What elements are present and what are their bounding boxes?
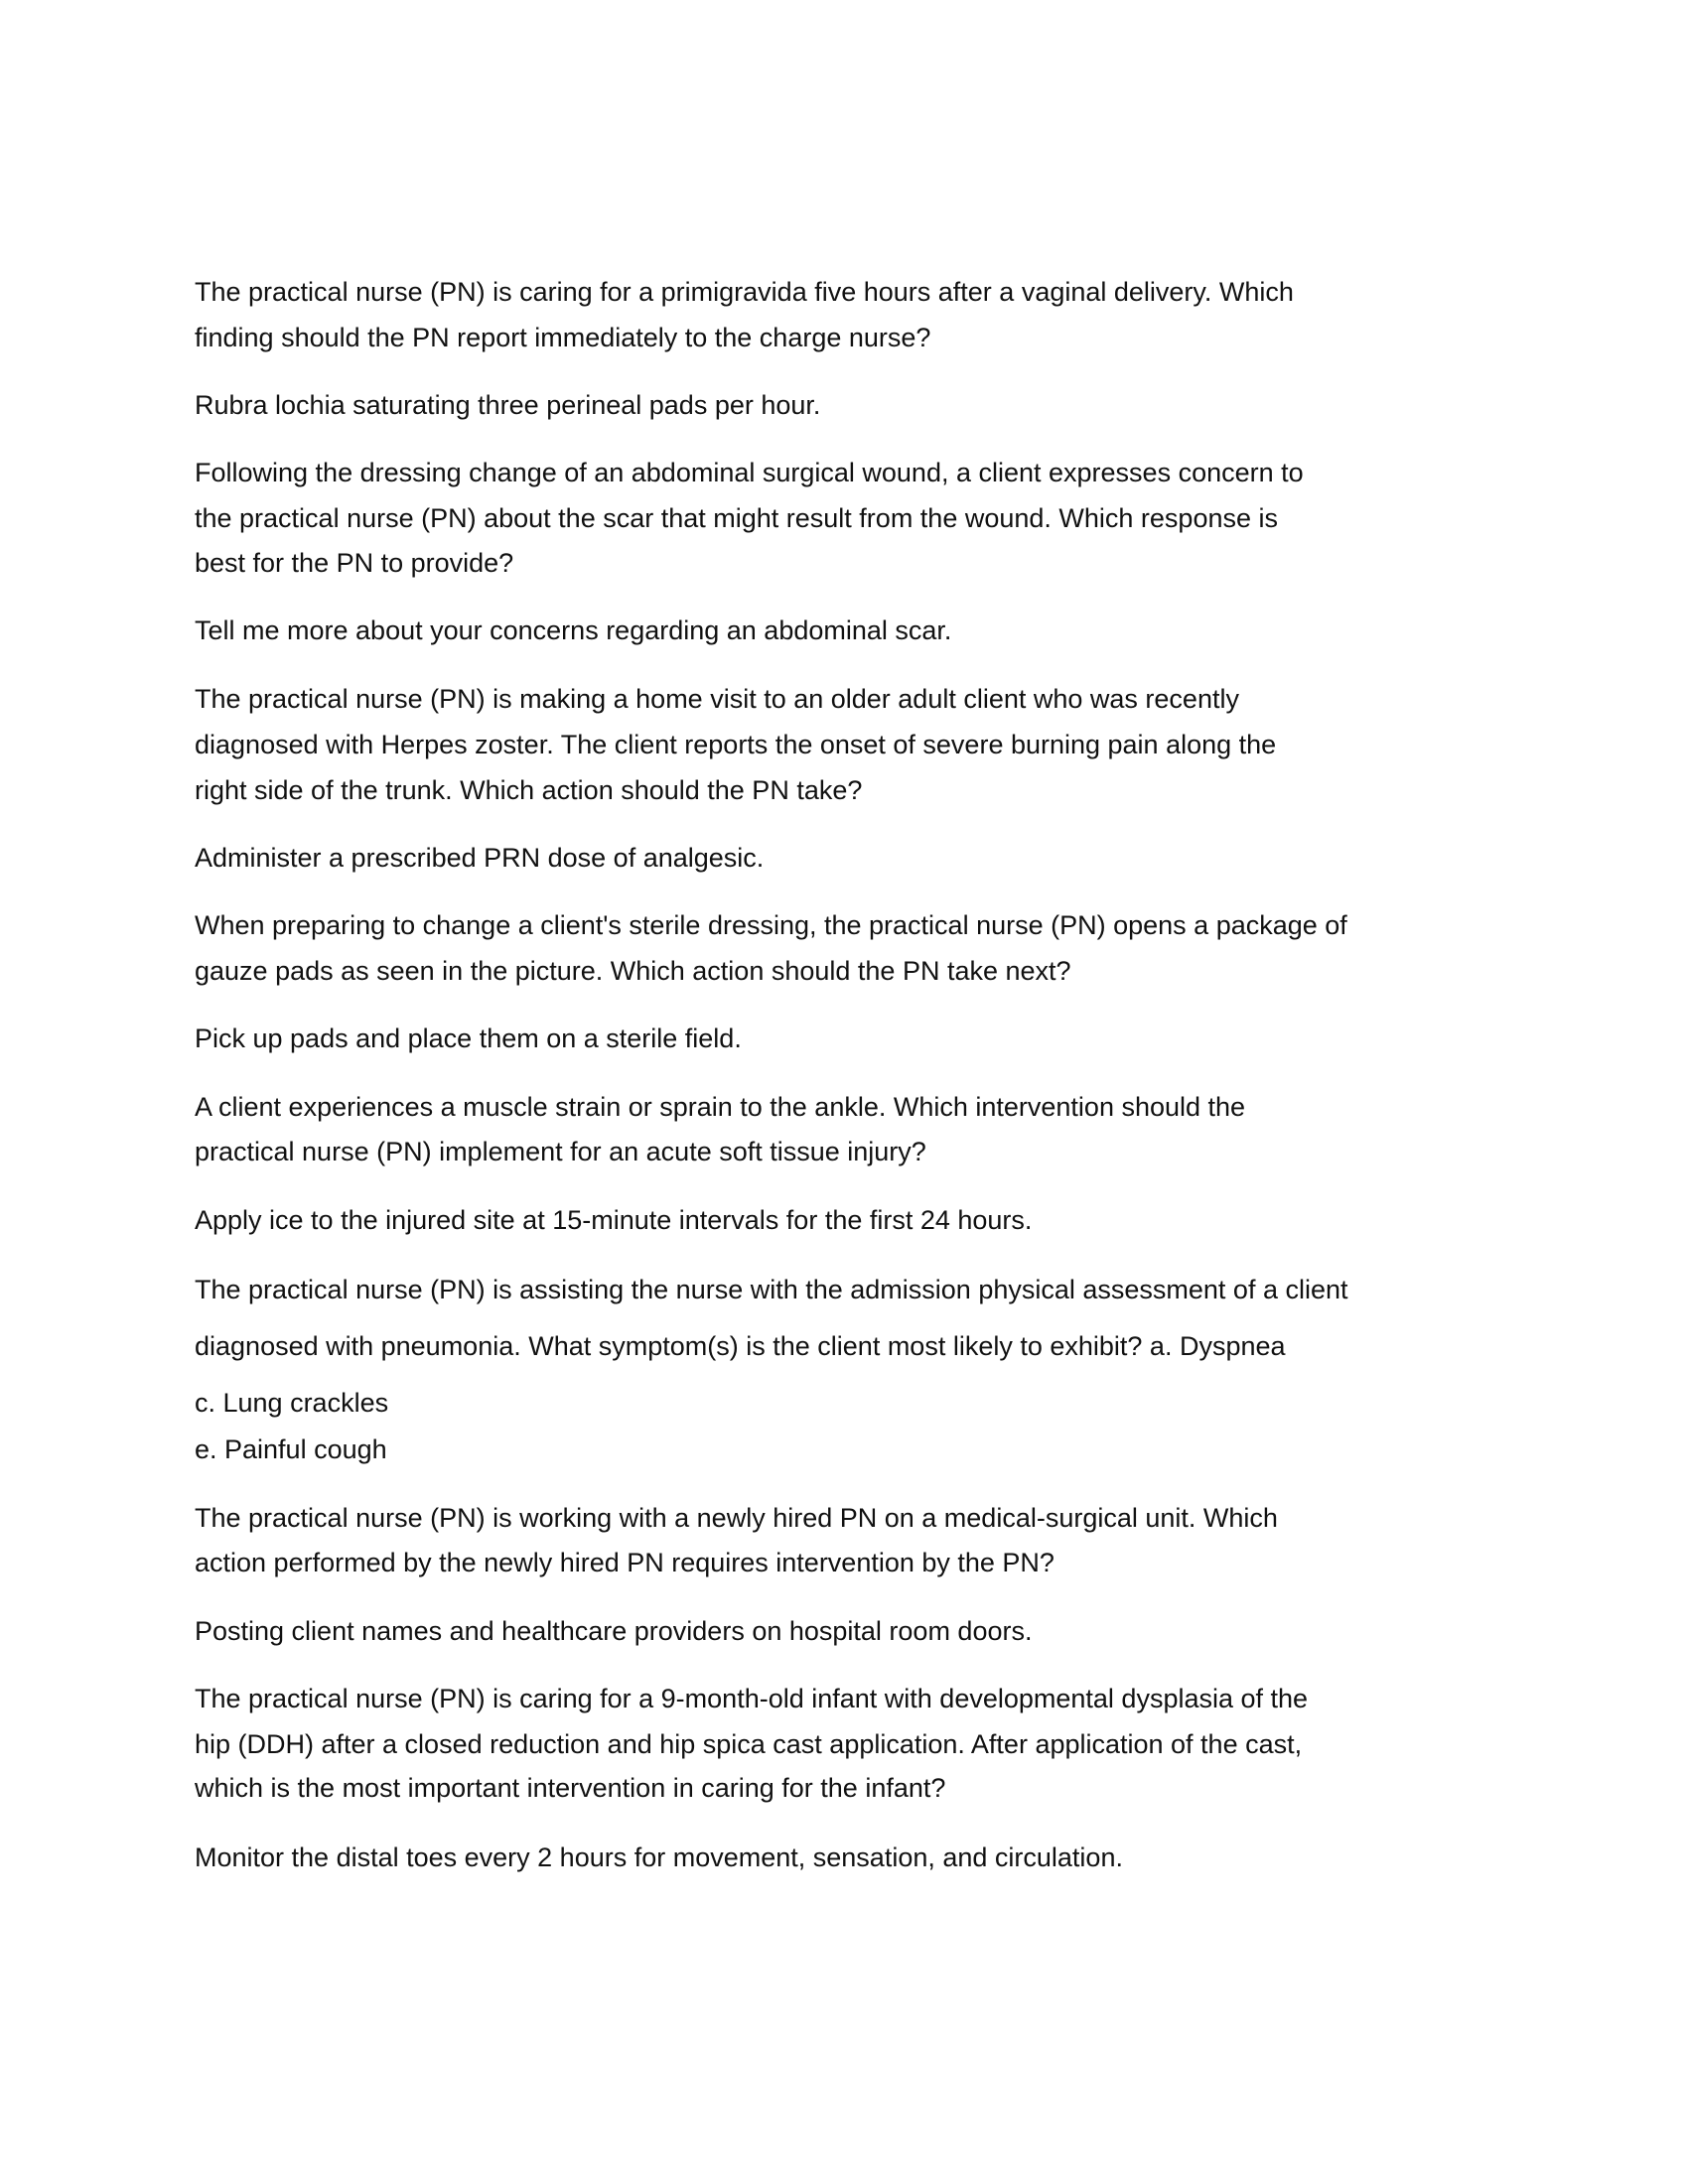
question-text: best for the PN to provide? <box>195 548 514 578</box>
question-text: diagnosed with pneumonia. What symptom(s) is the client most likely to exhibit? a. Dyspnea <box>195 1331 1286 1361</box>
answer-text: Tell me more about your concerns regarding an abdominal scar. <box>195 615 952 645</box>
question-text: The practical nurse (PN) is caring for a primigravida five hours after a vaginal delivery. Which <box>195 277 1294 307</box>
question-text: Following the dressing change of an abdominal surgical wound, a client expresses concern to <box>195 458 1304 487</box>
question-text: The practical nurse (PN) is making a home visit to an older adult client who was recently <box>195 684 1239 714</box>
answer-text: c. Lung crackles <box>195 1388 389 1418</box>
answer-text: Pick up pads and place them on a sterile field. <box>195 1024 742 1053</box>
question-text: action performed by the newly hired PN requires intervention by the PN? <box>195 1548 1055 1577</box>
question-text: practical nurse (PN) implement for an acute soft tissue injury? <box>195 1137 926 1166</box>
answer-text: Monitor the distal toes every 2 hours for movement, sensation, and circulation. <box>195 1843 1123 1872</box>
question-text: which is the most important intervention in caring for the infant? <box>195 1773 946 1803</box>
question-text: diagnosed with Herpes zoster. The client reports the onset of severe burning pain along the <box>195 730 1277 759</box>
question-text: A client experiences a muscle strain or sprain to the ankle. Which intervention should the <box>195 1092 1246 1122</box>
answer-text: Posting client names and healthcare providers on hospital room doors. <box>195 1616 1033 1646</box>
answer-text: Rubra lochia saturating three perineal pads per hour. <box>195 390 821 420</box>
question-text: finding should the PN report immediately to the charge nurse? <box>195 323 931 352</box>
question-text: The practical nurse (PN) is caring for a 9-month-old infant with developmental dysplasia of the <box>195 1684 1309 1713</box>
answer-text: Apply ice to the injured site at 15-minute intervals for the first 24 hours. <box>195 1205 1033 1235</box>
answer-text: Administer a prescribed PRN dose of analgesic. <box>195 843 765 873</box>
question-text: When preparing to change a client's sterile dressing, the practical nurse (PN) opens a package of <box>195 910 1347 940</box>
question-text: hip (DDH) after a closed reduction and hip spica cast application. After application of the cast, <box>195 1729 1303 1759</box>
question-text: right side of the trunk. Which action should the PN take? <box>195 775 863 805</box>
question-text: The practical nurse (PN) is assisting the nurse with the admission physical assessment of a client <box>195 1275 1348 1304</box>
question-text: The practical nurse (PN) is working with a newly hired PN on a medical-surgical unit. Which <box>195 1503 1278 1533</box>
question-text: the practical nurse (PN) about the scar that might result from the wound. Which response is <box>195 503 1278 533</box>
answer-text: e. Painful cough <box>195 1434 387 1464</box>
question-text: gauze pads as seen in the picture. Which action should the PN take next? <box>195 956 1071 986</box>
